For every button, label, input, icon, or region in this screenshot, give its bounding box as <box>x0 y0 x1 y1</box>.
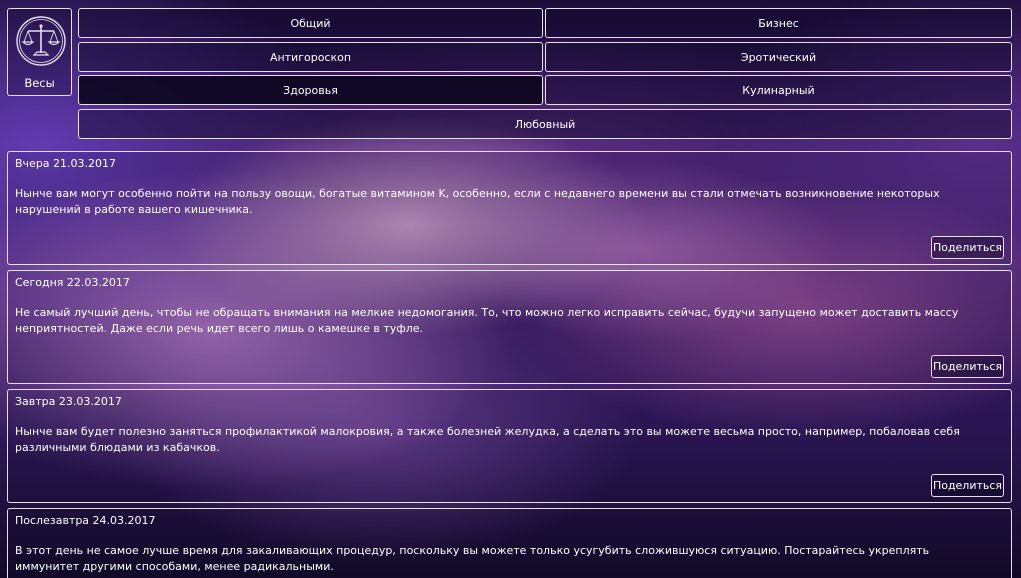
category-antihoroscope-button[interactable]: Антигороскоп <box>78 42 543 72</box>
category-health-button[interactable]: Здоровья <box>78 75 543 105</box>
share-button[interactable]: Поделиться <box>931 236 1004 259</box>
category-general-button[interactable]: Общий <box>78 8 543 38</box>
forecast-text: Нынче вам могут особенно пойти на пользу овощи, богатые витамином K, особенно, если с недавнего времени вы стали отмечать возникновение некоторых нарушений в работе вашего кишечника. <box>15 187 940 216</box>
forecast-text: В этот день не самое лучше время для закаливающих процедур, поскольку вы можете только усугубить сложившуюся ситуацию. Постарайтесь укреплять иммунитет другими способами, менее радикальными. <box>15 544 930 573</box>
forecast-text: Нынче вам будет полезно заняться профилактикой малокровия, а также болезней желудка, а сделать это вы можете весьма просто, например, побаловав себя различными блюдами из кабачков. <box>15 425 960 454</box>
forecast-card-today <box>7 270 1012 384</box>
forecast-date: Завтра 23.03.2017 <box>15 395 122 408</box>
forecast-card-day-after-tomorrow <box>7 508 1012 578</box>
category-culinary-button[interactable]: Кулинарный <box>545 75 1012 105</box>
forecast-date: Сегодня 22.03.2017 <box>15 276 130 289</box>
forecast-date: Вчера 21.03.2017 <box>15 157 117 170</box>
share-button[interactable]: Поделиться <box>931 355 1004 378</box>
forecast-text: Не самый лучший день, чтобы не обращать внимания на мелкие недомогания. То, что можно легко исправить сейчас, будучи запущено может доставить массу неприятностей. Даже если речь идет всего лишь о камешке в туфле. <box>15 306 959 335</box>
category-erotic-button[interactable]: Эротический <box>545 42 1012 72</box>
forecast-card-tomorrow <box>7 389 1012 503</box>
category-love-button[interactable]: Любовный <box>78 109 1012 139</box>
zodiac-sign-selector[interactable] <box>7 8 72 96</box>
category-business-button[interactable]: Бизнес <box>545 8 1012 38</box>
share-button[interactable]: Поделиться <box>931 474 1004 497</box>
forecast-date: Послезавтра 24.03.2017 <box>15 514 156 527</box>
libra-scales-icon <box>15 15 67 67</box>
forecast-card-yesterday <box>7 151 1012 265</box>
zodiac-sign-name: Весы <box>24 76 55 90</box>
